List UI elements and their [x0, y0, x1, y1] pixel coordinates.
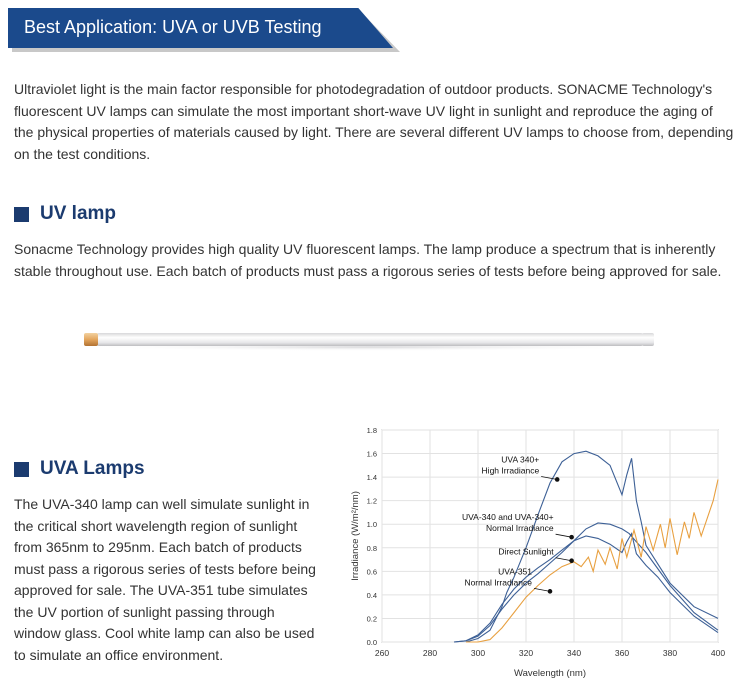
annotation-point: [548, 589, 553, 594]
annotation-point: [569, 558, 574, 563]
y-tick-label: 1.6: [366, 449, 377, 459]
x-tick-label: 320: [518, 648, 534, 658]
y-tick-label: 1.2: [366, 496, 377, 506]
x-tick-label: 360: [614, 648, 630, 658]
y-tick-label: 0.2: [366, 614, 377, 624]
annotation-label: UVA-340 and UVA-340+: [462, 512, 554, 523]
uv-lamp-tube-image: [70, 326, 670, 352]
x-tick-label: 300: [470, 648, 486, 658]
x-tick-label: 340: [566, 648, 582, 658]
section-banner: [8, 8, 396, 48]
annotation-label: Normal Irradiance: [464, 577, 532, 588]
x-tick-label: 380: [662, 648, 678, 658]
annotation-label: Direct Sunlight: [498, 546, 554, 557]
annotation-point: [555, 477, 560, 482]
heading-square-icon: [14, 207, 29, 222]
uva-lamps-paragraph: The UVA-340 lamp can well simulate sunlight in the critical short wavelength region of sunlight from 365nm to 295nm. Each batch of products must pass a rigorous series of tests before being approved for sale. The UVA-351 tube simulates the UV portion of sunlight passing through window glass. Cool white lamp can also be used to simulate an office environment.: [14, 496, 316, 663]
annotation-label: UVA 340+: [501, 454, 540, 465]
uv-lamp-title: UV lamp: [40, 203, 117, 224]
irradiance-chart: [340, 418, 730, 688]
y-tick-label: 0.0: [366, 638, 377, 647]
y-tick-label: 1.4: [366, 473, 377, 483]
uva-lamps-title: UVA Lamps: [40, 458, 145, 479]
uva-lamps-heading: [14, 458, 145, 480]
y-tick-label: 0.8: [366, 543, 377, 553]
y-axis-label: Irradiance (W/m²/nm): [350, 491, 361, 581]
intro-paragraph: Ultraviolet light is the main factor responsible for photodegradation of outdoor products. SONACME Technology's fluorescent UV lamps can simulate the most important short-wave UV light in sunlight and reproduce the aging of the physical properties of materials caused by light. There are several different UV lamps to choose from, depending on the test conditions.: [14, 81, 734, 162]
x-axis-label: Wavelength (nm): [514, 668, 586, 679]
heading-square-icon: [14, 462, 29, 477]
uv-lamp-paragraph: Sonacme Technology provides high quality UV fluorescent lamps. The lamp produce a spectrum that is inherently stable throughout use. Each batch of products must pass a rigorous series of tests before being approved for sale.: [14, 241, 722, 279]
annotation-label: Normal Irradiance: [486, 523, 554, 534]
banner-title: Best Application: UVA or UVB Testing: [24, 17, 322, 37]
annotation-point: [569, 535, 574, 540]
y-tick-label: 0.6: [366, 567, 377, 577]
annotation-label: High Irradiance: [481, 465, 540, 476]
y-tick-label: 0.4: [366, 590, 377, 600]
x-tick-label: 400: [710, 648, 726, 658]
x-tick-label: 280: [422, 648, 438, 658]
uv-lamp-heading: [14, 203, 116, 225]
x-tick-label: 260: [374, 648, 390, 658]
y-tick-label: 1.0: [366, 520, 377, 530]
annotation-label: UVA-351: [498, 566, 532, 577]
y-tick-label: 1.8: [366, 426, 377, 435]
